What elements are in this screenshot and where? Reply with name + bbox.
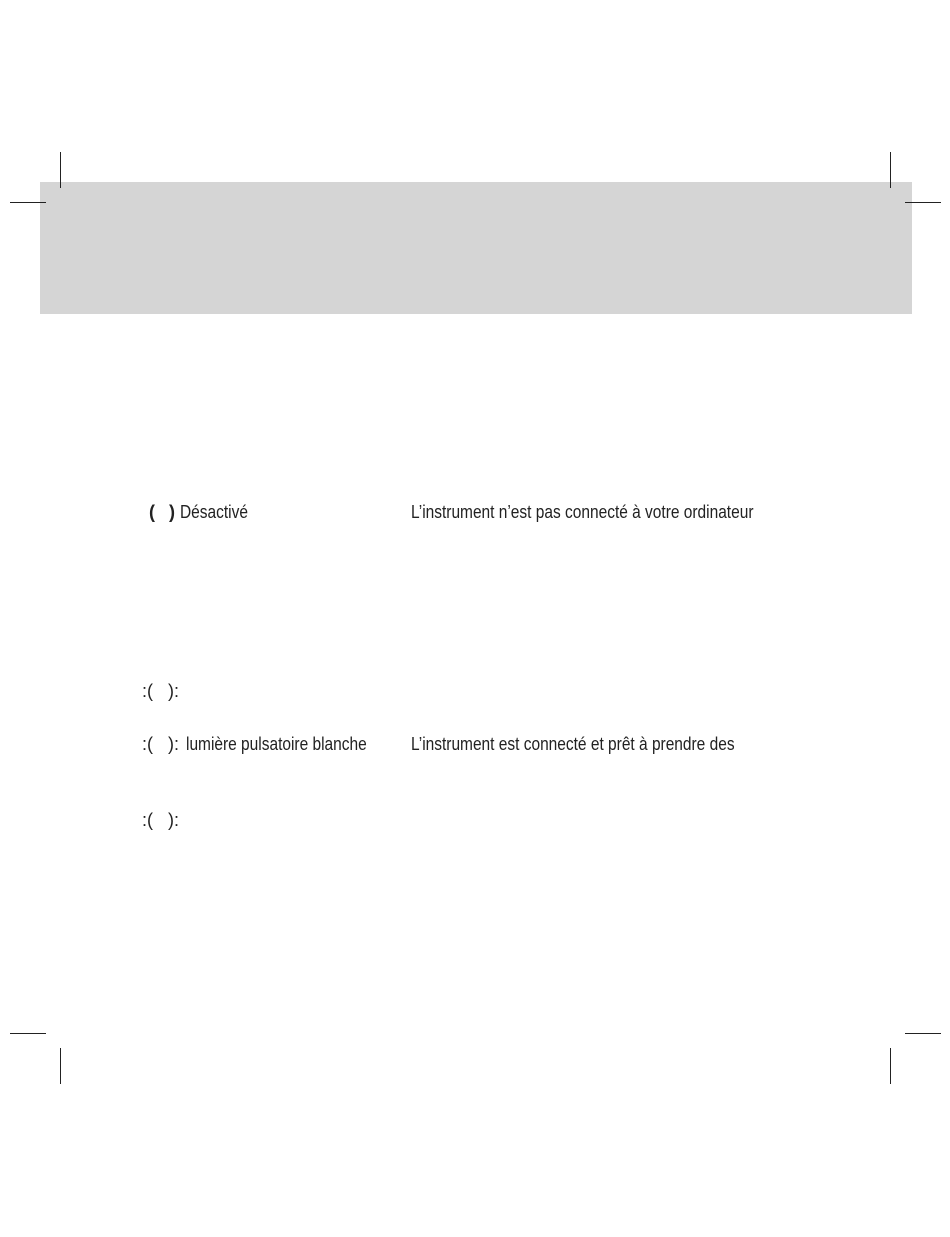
status-state-label: lumière pulsatoire blanche xyxy=(186,734,367,754)
crop-mark-top-right-horizontal xyxy=(905,202,941,203)
header-band xyxy=(40,182,912,314)
status-indicator-right-icon: ) xyxy=(169,502,175,522)
status-indicator-left-icon: :( xyxy=(142,734,153,754)
status-description: L’instrument est connecté et prêt à prendre des xyxy=(411,734,735,754)
crop-mark-bottom-right-horizontal xyxy=(905,1033,941,1034)
crop-mark-top-right-vertical xyxy=(890,152,891,188)
crop-mark-bottom-left-horizontal xyxy=(10,1033,46,1034)
status-description: L’instrument n’est pas connecté à votre ordinateur xyxy=(411,502,754,522)
status-indicator-right-icon: ): xyxy=(168,810,179,830)
status-indicator-left-icon: ( xyxy=(149,502,155,522)
status-indicator-left-icon: :( xyxy=(142,810,153,830)
status-indicator-left-icon: :( xyxy=(142,681,153,701)
status-indicator-right-icon: ): xyxy=(168,681,179,701)
crop-mark-bottom-right-vertical xyxy=(890,1048,891,1084)
crop-mark-top-left-vertical xyxy=(60,152,61,188)
crop-mark-top-left-horizontal xyxy=(10,202,46,203)
crop-mark-bottom-left-vertical xyxy=(60,1048,61,1084)
status-indicator-right-icon: ): xyxy=(168,734,179,754)
status-state-label: Désactivé xyxy=(180,502,248,522)
